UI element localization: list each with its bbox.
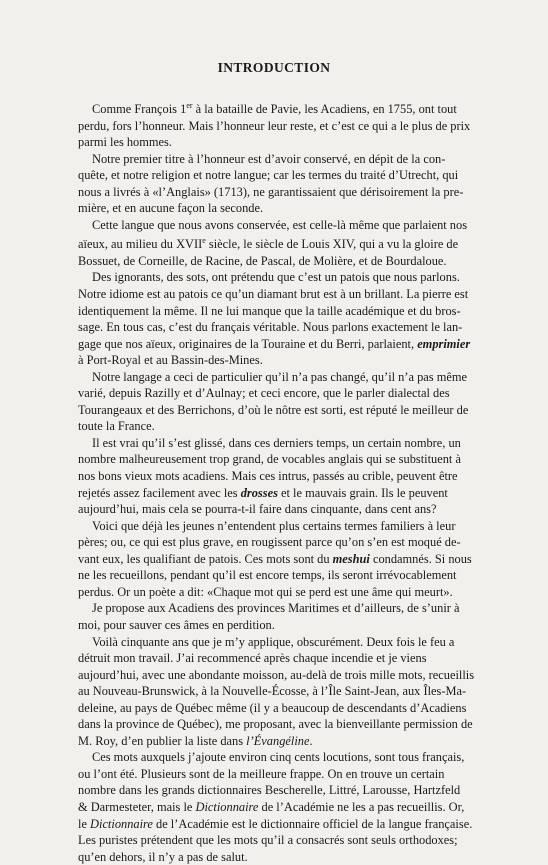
text-line xyxy=(78,501,463,518)
text-line xyxy=(78,551,472,568)
text-line xyxy=(78,816,473,833)
emphasis-word: meshui xyxy=(332,551,370,566)
text-run: Cette langue que nous avons conservée, est celle-là même que parlaient nos xyxy=(92,217,468,232)
text-line xyxy=(78,418,463,435)
text-line xyxy=(78,667,475,684)
text-line xyxy=(78,184,463,201)
text-line xyxy=(78,303,463,320)
text-line xyxy=(78,167,463,184)
text-run: mière, et en aucune façon la seconde. xyxy=(78,201,264,216)
text-line xyxy=(78,269,463,286)
text-run: à Port-Royal et au Bassin-des-Mines. xyxy=(78,353,263,368)
text-run: Notre idiome est au patois ce qu’un diamant brut est à un brillant. La pierre est xyxy=(78,287,469,302)
text-run: condamnés. Si nous xyxy=(369,551,472,566)
text-line xyxy=(78,217,468,234)
text-run: de l’Académie ne les a pas recueillis. Or, xyxy=(258,799,465,814)
text-line xyxy=(78,716,473,733)
text-run: de l’Académie est le dictionnaire officiel de la langue française. xyxy=(152,816,473,831)
text-run: identiquement la même. Il ne lui manque que la taille académique et du bros- xyxy=(78,303,461,318)
text-run: et le mauvais grain. Ils le peuvent xyxy=(277,485,448,500)
text-run: qu’en dehors, il n’y a pas de salut. xyxy=(78,849,248,864)
page-title: INTRODUCTION xyxy=(217,60,331,75)
text-run: Notre langage a ceci de particulier qu’il n’a pas changé, qu’il n’a pas même xyxy=(92,369,467,384)
text-run: pères; ou, ce qui est plus grave, en rougissent parce qu’on s’en est moqué de- xyxy=(78,535,461,550)
text-line xyxy=(78,286,469,303)
text-run: ou l’ont été. Plusieurs sont de la meilleure frappe. On en trouve un certain xyxy=(78,766,445,781)
text-run: nombre malheureusement trop grand, de vocables anglais qui se substituent à xyxy=(78,452,461,467)
text-line xyxy=(78,468,463,485)
text-line xyxy=(78,534,463,551)
text-line xyxy=(78,782,463,799)
superscript: er xyxy=(186,101,193,110)
text-run: deleine, au pays de Québec même (il y a beaucoup de descendants d’Acadiens xyxy=(78,700,467,715)
text-run: à la bataille de Pavie, les Acadiens, en 1755, ont tout xyxy=(192,102,457,116)
text-run: Tourangeaux et des Berrichons, d’où le nôtre est sorti, est réputé le meilleur de xyxy=(78,402,469,417)
text-line xyxy=(78,849,463,865)
text-run: au Nouveau-Brunswick, à la Nouvelle-Écosse, à l’Île Saint-Jean, aux Îles-Ma- xyxy=(78,684,467,699)
text-run: Il est vrai qu’il s’est glissé, dans ces derniers temps, un certain nombre, un xyxy=(92,435,461,450)
text-run: M. Roy, d’en publier la liste dans xyxy=(78,733,247,748)
text-run: perdu, fors l’honneur. Mais l’honneur leur reste, et c’est ce qui a le plus de prix xyxy=(78,118,471,133)
text-line xyxy=(78,402,469,419)
emphasis-word: Dictionnaire xyxy=(90,816,153,831)
text-run: nombre dans les grands dictionnaires Bescherelle, Littré, Larousse, Hartzfeld xyxy=(78,783,461,798)
text-run: Voici que déjà les jeunes n’entendent plus certains termes familiers à leur xyxy=(92,518,456,533)
text-line xyxy=(78,151,463,168)
text-run: nos bons vieux mots acadiens. Mais ces intrus, passés au crible, peuvent être xyxy=(78,469,458,484)
text-line xyxy=(78,385,463,402)
emphasis-word: drosses xyxy=(240,485,278,500)
text-run: parmi les hommes. xyxy=(78,135,172,150)
text-line xyxy=(78,567,463,584)
text-run: siècle, le siècle de Louis XIV, qui a vu la gloire de xyxy=(205,237,459,252)
text-line xyxy=(78,233,463,253)
text-run: gage que nos aïeux, originaires de la Touraine et du Berri, parlaient, xyxy=(78,336,418,351)
text-line xyxy=(78,352,463,369)
text-run: varié, depuis Razilly et d’Aulnay; et ceci encore, que le parler dialectal des xyxy=(78,386,450,401)
text-run: ne les recueillons, pendant qu’il est encore temps, ils seront irrévocablement xyxy=(78,568,457,583)
text-run: Des ignorants, des sots, ont prétendu que c’est un patois que nous parlons. xyxy=(92,270,460,285)
text-line xyxy=(78,584,463,601)
text-line xyxy=(78,451,463,468)
text-line xyxy=(78,134,463,151)
text-line xyxy=(78,518,463,535)
text-run: Ces mots auxquels j’ajoute environ cinq cents locutions, sont tous français, xyxy=(92,750,465,765)
text-run: aïeux, au milieu du XVII xyxy=(78,237,203,252)
body-text xyxy=(78,98,475,865)
text-line xyxy=(78,749,463,766)
text-line xyxy=(78,369,467,386)
text-run: Notre premier titre à l’honneur est d’avoir conservé, en dépit de la con- xyxy=(92,151,446,166)
emphasis-word: l’Évangéline xyxy=(246,733,310,748)
text-run: aujourd’hui, mais cela se pourra-t-il faire dans cinquante, dans cent ans? xyxy=(78,502,437,517)
text-line xyxy=(78,118,471,135)
text-line xyxy=(78,600,463,617)
text-run: aujourd’hui, avec une abondante moisson, au-delà de trois mille mots, recueillis xyxy=(78,667,475,682)
text-run: Bossuet, de Corneille, de Racine, de Pascal, de Molière, et de Bourdaloue. xyxy=(78,253,447,268)
text-line xyxy=(78,98,463,118)
text-line xyxy=(78,634,463,651)
text-run: . xyxy=(309,733,313,748)
text-line xyxy=(78,799,463,816)
text-run: détruit mon travail. J’ai recommencé après chaque incendie et je viens xyxy=(78,651,427,666)
text-run: perdus. Or un poète a dit: «Chaque mot qui se perd est une âme qui meurt». xyxy=(78,584,453,599)
text-line xyxy=(78,832,463,849)
text-line xyxy=(78,485,463,502)
text-line xyxy=(78,733,463,750)
text-run: quête, et notre religion et notre langue; car les termes du traité d’Utrecht, qui xyxy=(78,168,459,183)
text-run: Les puristes prétendent que les mots qu’il a consacrés sont seuls orthodoxes; xyxy=(78,833,458,848)
text-run: toute la France. xyxy=(78,419,155,434)
text-line xyxy=(78,766,463,783)
text-line xyxy=(78,319,463,336)
text-line xyxy=(78,650,463,667)
emphasis-word: emprimier xyxy=(417,336,471,351)
emphasis-word: Dictionnaire xyxy=(195,799,259,814)
text-run: dans la province de Québec), me proposant, avec la bienveillante permission de xyxy=(78,717,473,732)
text-run: moi, pour sauver ces âmes en perdition. xyxy=(78,617,275,632)
text-run: rejetés assez facilement avec les xyxy=(78,485,241,500)
text-line xyxy=(78,336,471,353)
text-line xyxy=(78,617,463,634)
text-run: vant eux, les qualifiant de patois. Ces mots sont du xyxy=(78,551,333,566)
text-run: Comme François 1 xyxy=(92,102,187,116)
superscript: e xyxy=(202,236,206,246)
text-run: nous a livrés à «l’Anglais» (1713), ne garantissaient que dérisoirement la pre- xyxy=(78,184,464,199)
text-run: sage. En tous cas, c’est du français véritable. Nous parlons exactement le lan- xyxy=(78,320,463,335)
text-line xyxy=(78,435,463,452)
text-line xyxy=(78,683,467,700)
text-run: Voilà cinquante ans que je m’y applique, obscurément. Deux fois le feu a xyxy=(92,634,455,649)
text-run: Je propose aux Acadiens des provinces Maritimes et d’ailleurs, de s’unir à xyxy=(92,601,460,616)
text-line xyxy=(78,700,467,717)
text-line xyxy=(78,200,463,217)
text-run: & Darmesteter, mais le xyxy=(78,799,196,814)
text-line xyxy=(78,253,463,270)
text-run: le xyxy=(78,816,91,831)
